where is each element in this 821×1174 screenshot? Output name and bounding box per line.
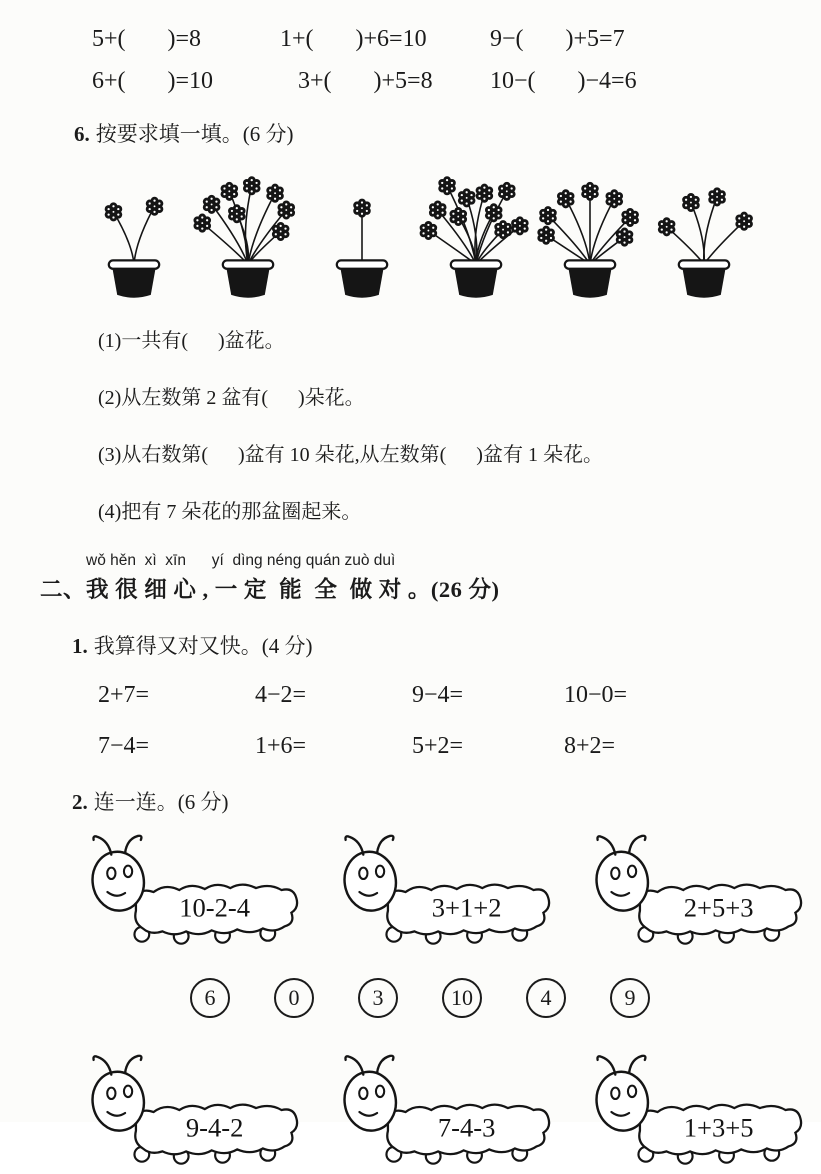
- subquestion: (1)一共有( )盆花。: [98, 330, 285, 352]
- flower-pots-row: [78, 168, 821, 308]
- question-text: 按要求填一填。(6 分): [95, 122, 294, 146]
- equation: 5+( )=8: [92, 25, 202, 52]
- equation-row: [92, 60, 821, 102]
- section-heading: 二、我 很 细 心 , 一 定 能 全 做 对 。(26 分): [40, 577, 500, 602]
- flower-pot: [420, 168, 532, 308]
- flower-pot: [534, 168, 646, 308]
- number-circle: 6: [190, 978, 230, 1018]
- calculation-grid: [98, 682, 821, 760]
- subquestion: (2)从左数第 2 盆有( )朵花。: [98, 387, 365, 409]
- number-circle: 0: [274, 978, 314, 1018]
- caterpillar: [582, 1052, 812, 1174]
- fill-in-equations: [0, 0, 821, 102]
- calc-equation: 1+6=: [255, 733, 307, 759]
- equation: 9−( )+5=7: [490, 25, 625, 52]
- caterpillar-expression: 9-4-2: [185, 1112, 244, 1143]
- calc-equation: 9−4=: [412, 682, 464, 708]
- question-number: 2.: [72, 790, 88, 814]
- number-circle: 4: [526, 978, 566, 1018]
- caterpillar: [78, 1052, 308, 1174]
- pinyin-line: wǒ hěn xì xīn yí dìng néng quán zuò duì: [86, 552, 396, 569]
- calc-equation: 5+2=: [412, 733, 464, 759]
- question-text: 连一连。(6 分): [93, 790, 229, 814]
- calc-equation: 4−2=: [255, 682, 307, 708]
- caterpillar: [330, 832, 560, 954]
- number-circle: 3: [358, 978, 398, 1018]
- caterpillar-expression: 1+3+5: [683, 1112, 754, 1143]
- caterpillar-expression: 3+1+2: [431, 892, 502, 923]
- question6-subquestions: [98, 324, 821, 524]
- caterpillar-row-bottom: [78, 1052, 821, 1174]
- caterpillar: [330, 1052, 560, 1174]
- answer-circles-row: [190, 978, 821, 1018]
- number-circle: 10: [442, 978, 482, 1018]
- caterpillar: [78, 832, 308, 954]
- flower-pot: [192, 168, 304, 308]
- calc-equation: 2+7=: [98, 682, 150, 708]
- caterpillar-row-top: [78, 832, 821, 954]
- calc-equation: 8+2=: [564, 733, 616, 759]
- equation: 10−( )−4=6: [490, 67, 637, 94]
- equation: 6+( )=10: [92, 67, 214, 94]
- question-number: 1.: [72, 634, 88, 658]
- flower-pot: [648, 168, 760, 308]
- question-number: 6.: [74, 122, 90, 146]
- caterpillar-expression: 2+5+3: [683, 892, 754, 923]
- question-text: 我算得又对又快。(4 分): [93, 634, 313, 658]
- flower-pot: [306, 168, 418, 308]
- equation: 3+( )+5=8: [298, 67, 433, 94]
- equation: 1+( )+6=10: [280, 25, 427, 52]
- question1-title: [72, 630, 821, 660]
- question6-title: [74, 118, 821, 148]
- calc-equation: 10−0=: [564, 682, 628, 708]
- question2-title: [72, 786, 821, 816]
- flower-pot: [78, 168, 190, 308]
- caterpillar-expression: 10-2-4: [179, 892, 251, 923]
- equation-row: [92, 18, 821, 60]
- subquestion: (3)从右数第( )盆有 10 朵花,从左数第( )盆有 1 朵花。: [98, 444, 603, 466]
- caterpillar: [582, 832, 812, 954]
- calc-equation: 7−4=: [98, 733, 150, 759]
- caterpillar-expression: 7-4-3: [437, 1112, 496, 1143]
- number-circle: 9: [610, 978, 650, 1018]
- subquestion: (4)把有 7 朵花的那盆圈起来。: [98, 501, 362, 523]
